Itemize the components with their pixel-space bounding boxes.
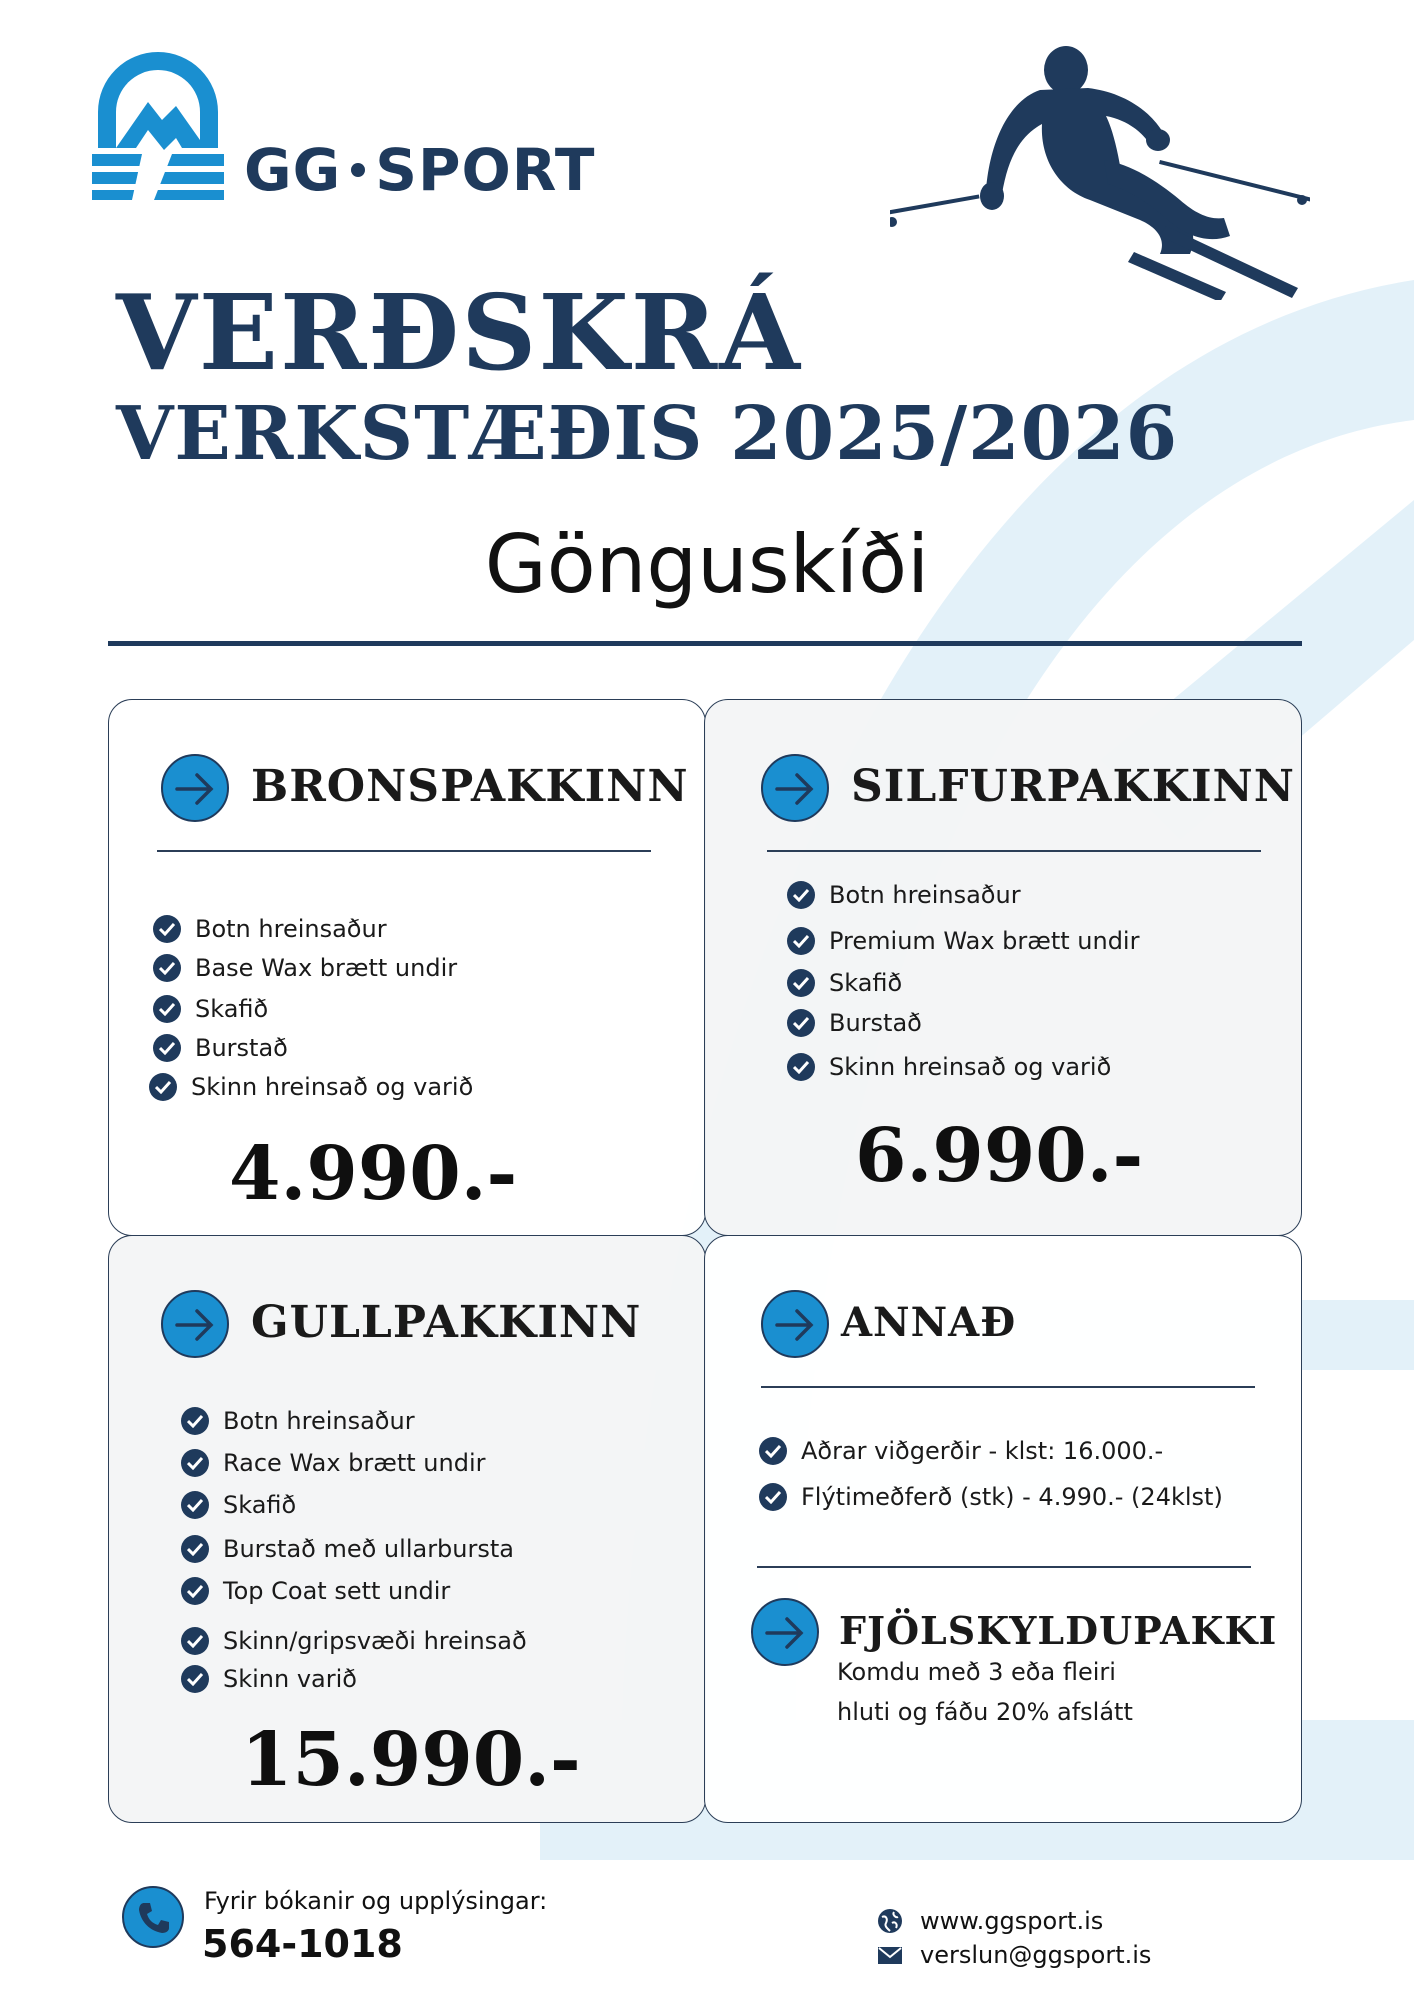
list-item: Burstað með ullarbursta bbox=[181, 1534, 514, 1564]
heading-divider bbox=[767, 850, 1261, 852]
list-item: Skafið bbox=[787, 968, 902, 998]
page-subtitle-year: VERKSTÆÐIS 2025/2026 bbox=[116, 391, 1179, 477]
section-heading: ANNAÐ bbox=[841, 1299, 1017, 1346]
brand-dot bbox=[351, 163, 365, 177]
check-icon bbox=[787, 969, 815, 997]
arrow-right-icon bbox=[761, 754, 829, 822]
heading-divider bbox=[761, 1386, 1255, 1388]
package-heading: BRONSPAKKINN bbox=[251, 761, 689, 812]
phone-icon bbox=[122, 1886, 184, 1948]
check-icon bbox=[181, 1535, 209, 1563]
arrow-right-icon bbox=[751, 1598, 819, 1666]
heading-divider bbox=[157, 850, 651, 852]
gold-package-card bbox=[108, 1235, 706, 1823]
list-item: Burstað bbox=[153, 1033, 288, 1063]
check-icon bbox=[181, 1627, 209, 1655]
package-heading: SILFURPAKKINN bbox=[851, 761, 1295, 812]
check-icon bbox=[787, 881, 815, 909]
brand-name: GG SPORT bbox=[244, 136, 596, 204]
check-icon bbox=[787, 1053, 815, 1081]
check-icon bbox=[181, 1407, 209, 1435]
list-item: Skafið bbox=[181, 1490, 296, 1520]
mail-icon bbox=[876, 1941, 904, 1969]
list-item: Base Wax brætt undir bbox=[153, 953, 457, 983]
check-icon bbox=[759, 1483, 787, 1511]
family-package-text: hluti og fáðu 20% afslátt bbox=[837, 1698, 1133, 1726]
website-link[interactable]: www.ggsport.is bbox=[876, 1906, 1103, 1936]
skier-illustration bbox=[890, 40, 1310, 300]
check-icon bbox=[181, 1449, 209, 1477]
check-icon bbox=[153, 954, 181, 982]
check-icon bbox=[759, 1437, 787, 1465]
family-package-text: Komdu með 3 eða fleiri bbox=[837, 1658, 1116, 1686]
check-icon bbox=[153, 995, 181, 1023]
arrow-right-icon bbox=[761, 1290, 829, 1358]
package-heading: GULLPAKKINN bbox=[251, 1297, 642, 1348]
package-price: 4.990.- bbox=[229, 1131, 518, 1217]
divider bbox=[108, 641, 1302, 646]
arrow-right-icon bbox=[161, 1290, 229, 1358]
category-title: Gönguskíði bbox=[484, 518, 930, 611]
email-link[interactable]: verslun@ggsport.is bbox=[876, 1940, 1151, 1970]
section-divider bbox=[757, 1566, 1251, 1568]
list-item: Skinn hreinsað og varið bbox=[787, 1052, 1111, 1082]
list-item: Botn hreinsaður bbox=[787, 880, 1021, 910]
booking-label: Fyrir bókanir og upplýsingar: bbox=[204, 1887, 548, 1915]
check-icon bbox=[787, 1009, 815, 1037]
check-icon bbox=[181, 1665, 209, 1693]
list-item: Burstað bbox=[787, 1008, 922, 1038]
list-item: Skinn hreinsað og varið bbox=[149, 1072, 473, 1102]
gg-sport-logo bbox=[92, 50, 224, 200]
page-title: VERÐSKRÁ bbox=[116, 271, 802, 394]
list-item: Botn hreinsaður bbox=[181, 1406, 415, 1436]
globe-icon bbox=[876, 1907, 904, 1935]
package-price: 15.990.- bbox=[241, 1717, 581, 1803]
list-item: Skafið bbox=[153, 994, 268, 1024]
list-item: Premium Wax brætt undir bbox=[787, 926, 1139, 956]
list-item: Flýtimeðferð (stk) - 4.990.- (24klst) bbox=[759, 1482, 1223, 1512]
family-package-heading: FJÖLSKYLDUPAKKI bbox=[839, 1608, 1278, 1653]
list-item: Top Coat sett undir bbox=[181, 1576, 450, 1606]
phone-number[interactable]: 564-1018 bbox=[202, 1922, 403, 1966]
silver-package-card bbox=[704, 699, 1302, 1236]
other-services-card bbox=[704, 1235, 1302, 1823]
list-item: Skinn varið bbox=[181, 1664, 357, 1694]
check-icon bbox=[153, 1034, 181, 1062]
check-icon bbox=[181, 1577, 209, 1605]
list-item: Race Wax brætt undir bbox=[181, 1448, 486, 1478]
bronze-package-card bbox=[108, 699, 706, 1236]
list-item: Aðrar viðgerðir - klst: 16.000.- bbox=[759, 1436, 1163, 1466]
list-item: Skinn/gripsvæði hreinsað bbox=[181, 1626, 527, 1656]
check-icon bbox=[181, 1491, 209, 1519]
check-icon bbox=[153, 915, 181, 943]
check-icon bbox=[149, 1073, 177, 1101]
list-item: Botn hreinsaður bbox=[153, 914, 387, 944]
arrow-right-icon bbox=[161, 754, 229, 822]
check-icon bbox=[787, 927, 815, 955]
package-price: 6.990.- bbox=[855, 1113, 1144, 1199]
